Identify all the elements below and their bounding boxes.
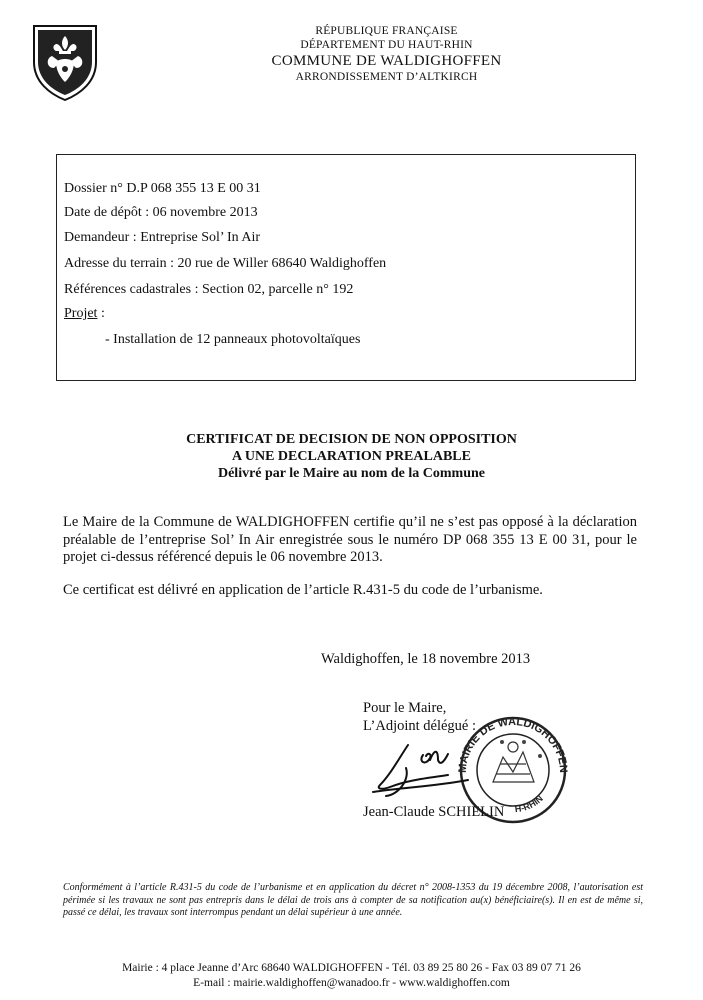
project-item: - Installation de 12 panneaux photovoltaïques [105, 332, 361, 347]
footer [0, 961, 703, 991]
deposit-date: Date de dépôt : 06 novembre 2013 [64, 205, 258, 220]
footer-address: Mairie : 4 place Jeanne d’Arc 68640 WALDIGHOFFEN - Tél. 03 89 25 80 26 - Fax 03 89 07 71 26 [122, 962, 581, 974]
applicant: Demandeur : Entreprise Sol’ In Air [64, 230, 261, 245]
project-colon: : [97, 306, 105, 321]
handwritten-signature-icon [368, 740, 478, 800]
dossier-box [56, 154, 636, 381]
title-line-2: A UNE DECLARATION PREALABLE [232, 449, 471, 464]
signer-name: Jean-Claude SCHIELIN [363, 804, 505, 820]
letterhead [0, 24, 703, 84]
arrondissement-line: ARRONDISSEMENT D’ALTKIRCH [295, 71, 478, 83]
svg-text:H-RHIN [514, 793, 545, 814]
certificate-title [0, 431, 703, 482]
legal-notice: Conformément à l’article R.431-5 du code de l’urbanisme et en application du décret n° 2008-1353 du 19 décembre 2008, l’autorisation est périmée si les travaux ne sont pas entrepris dans le délai de trois ans à compter de sa notification au(x) bénéficiaire(s). Il en est de même si, passé ce délai, les travaux sont interrompus pendant un délai supérieur à une année. [63, 882, 643, 918]
project-heading [64, 306, 105, 322]
cadastral-references: Références cadastrales : Section 02, parcelle n° 192 [64, 282, 354, 297]
land-address: Adresse du terrain : 20 rue de Willer 68640 Waldighoffen [64, 256, 387, 271]
commune-line: COMMUNE DE WALDIGHOFFEN [271, 53, 502, 69]
place-date: Waldighoffen, le 18 novembre 2013 [321, 651, 531, 667]
for-mayor: Pour le Maire, [363, 700, 447, 716]
deputy-label: L’Adjoint délégué : [363, 718, 477, 734]
footer-contact: E-mail : mairie.waldighoffen@wanadoo.fr - www.waldighoffen.com [193, 977, 510, 989]
title-line-3: Délivré par le Maire au nom de la Commune [217, 466, 485, 481]
department-line: DÉPARTEMENT DU HAUT-RHIN [300, 39, 473, 51]
seal-text-bottom: H-RHIN [514, 793, 545, 815]
project-label: Projet [64, 306, 98, 321]
seal-text-top: MAIRIE DE WALDIGHOFFEN [456, 715, 570, 774]
dossier-number: Dossier n° D.P 068 355 13 E 00 31 [64, 181, 261, 196]
certification-paragraph: Le Maire de la Commune de WALDIGHOFFEN certifie qu’il ne s’est pas opposé à la déclaration préalable de l’entreprise Sol’ In Air enregistrée sous le numéro DP 068 355 13 E 00 31, pour le projet ci-dessus référencé depuis le 06 novembre 2013. [63, 514, 637, 565]
title-line-1: CERTIFICAT DE DECISION DE NON OPPOSITION [186, 432, 517, 447]
republic-line: RÉPUBLIQUE FRANÇAISE [315, 25, 458, 37]
legal-basis-paragraph: Ce certificat est délivré en application de l’article R.431-5 du code de l’urbanisme. [63, 582, 543, 598]
